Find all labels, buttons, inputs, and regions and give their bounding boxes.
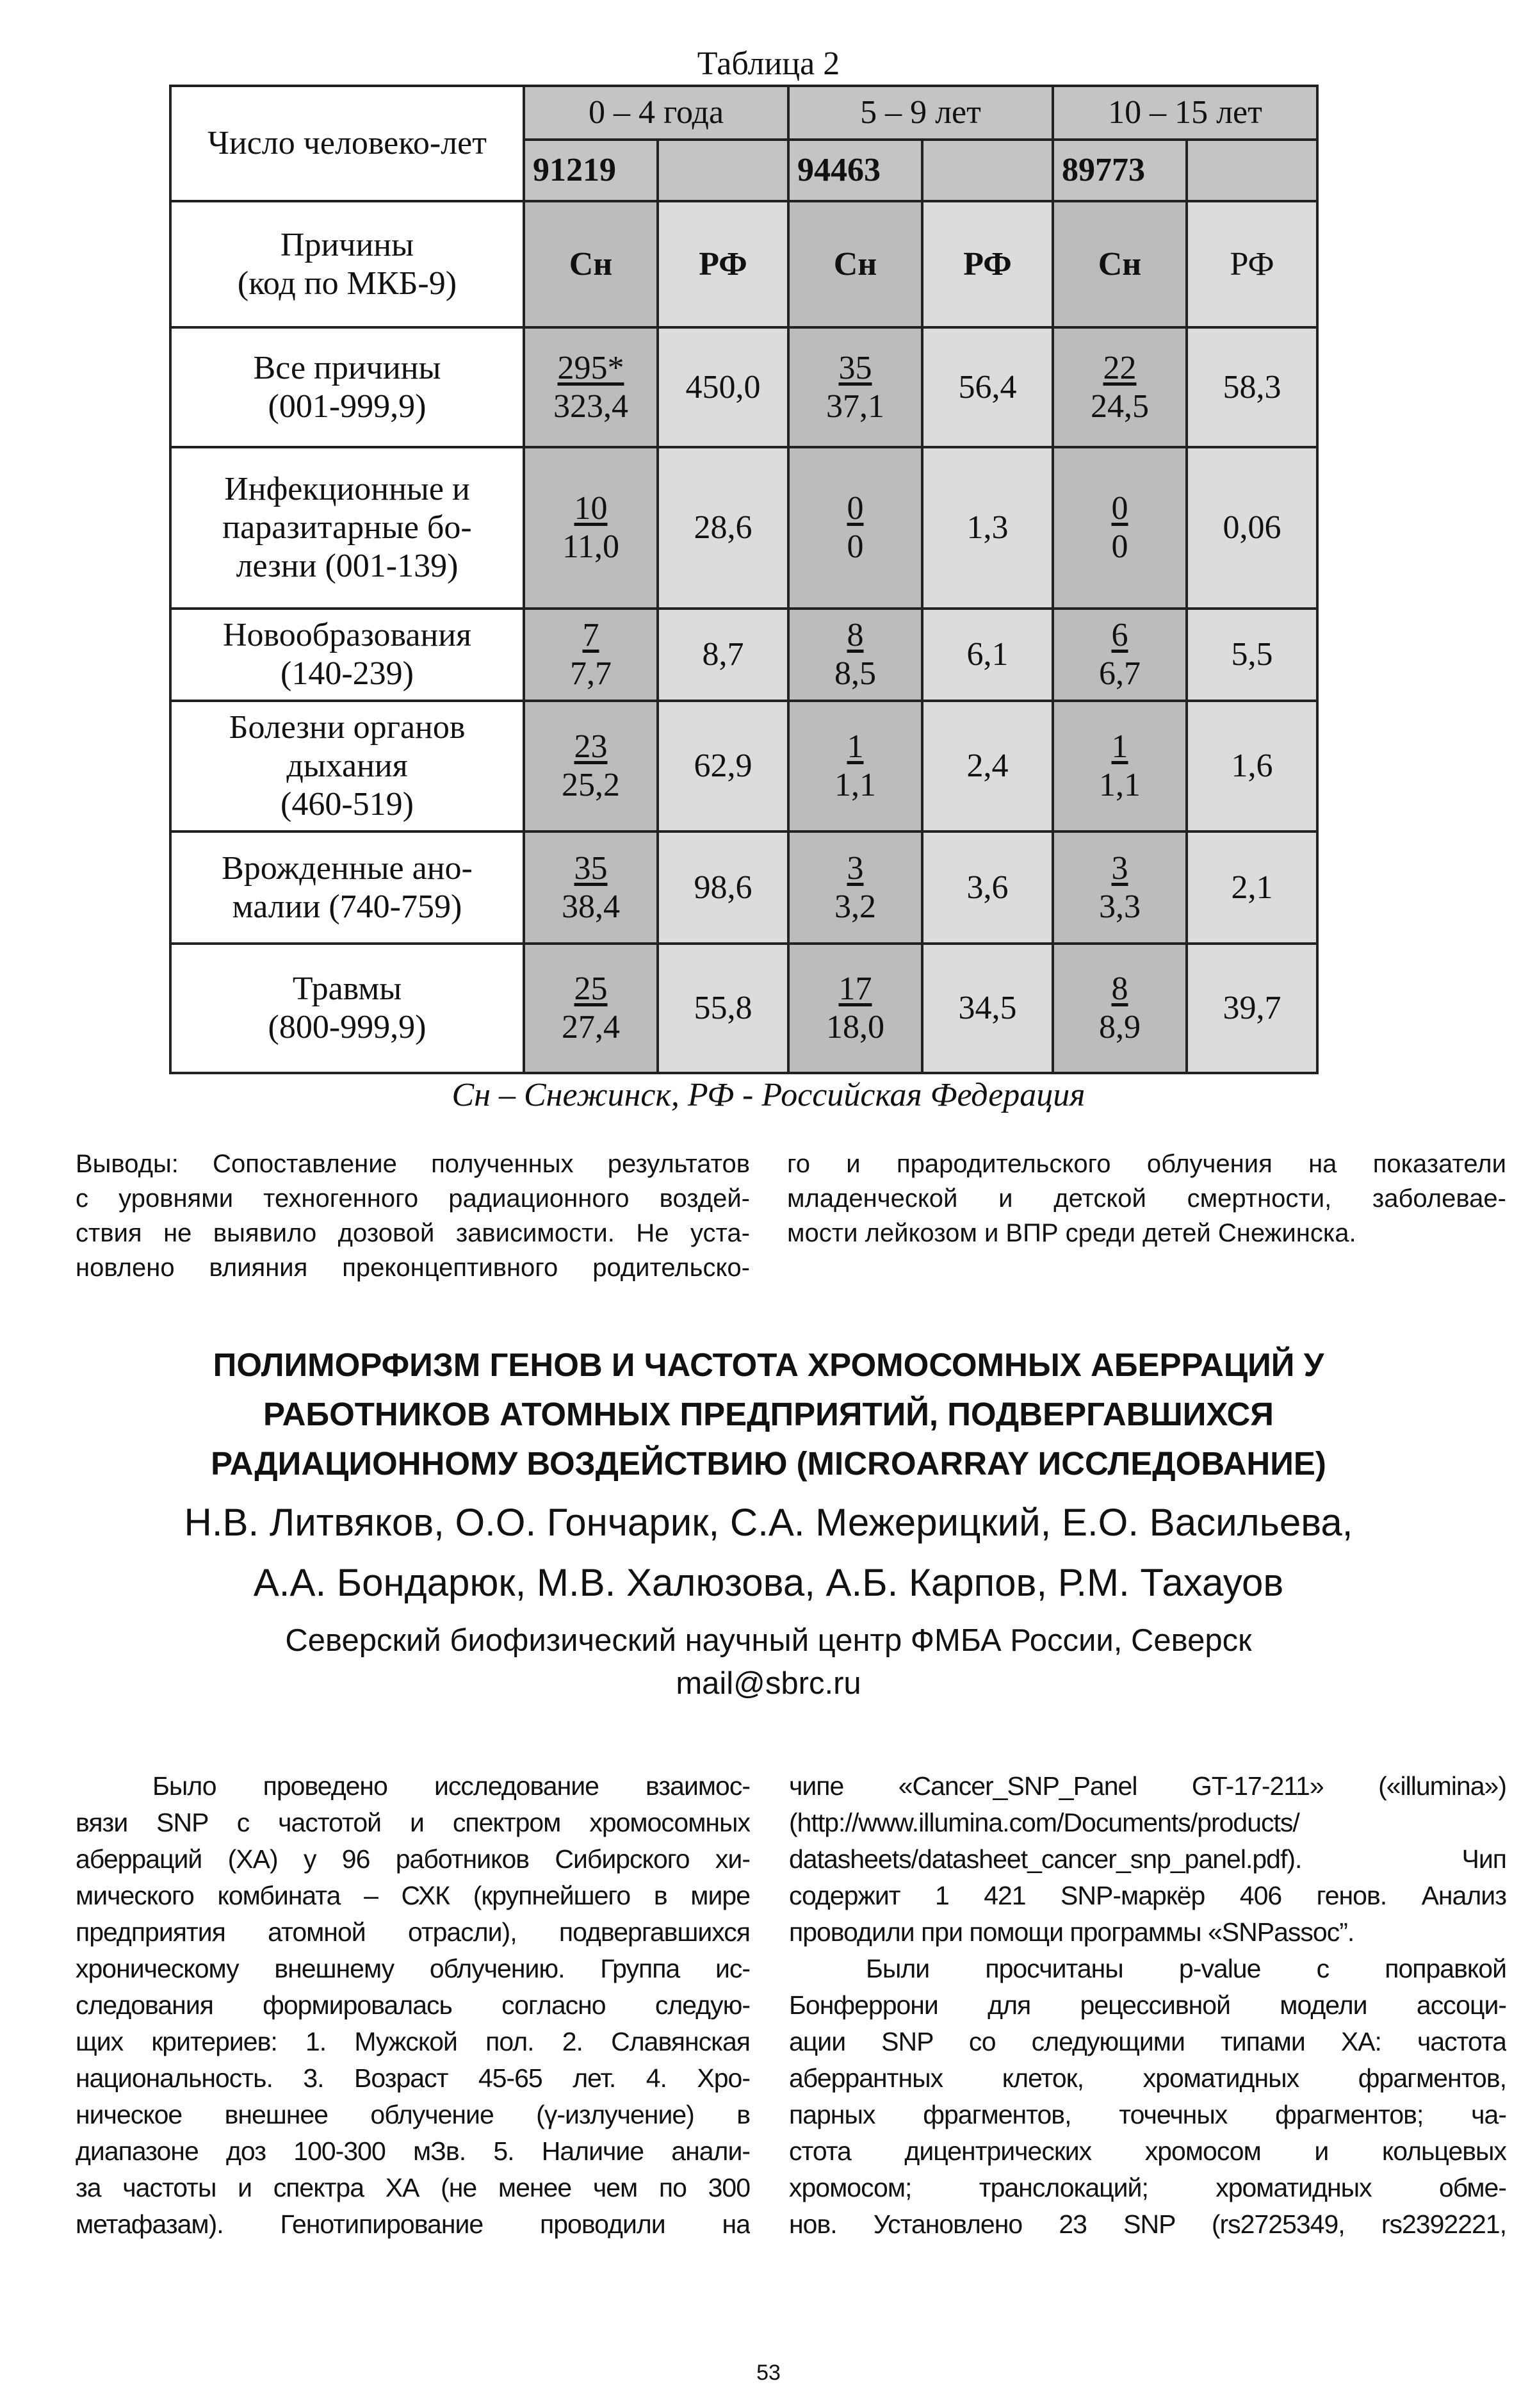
- row-label-line: Болезни органов: [229, 709, 466, 746]
- observed-value: 10: [574, 490, 608, 527]
- page-number: 53: [756, 2361, 781, 2385]
- observed-value: 295*: [557, 349, 624, 386]
- expected-value: 0: [847, 528, 864, 565]
- text-line: Были просчитаны p-value с поправкой: [866, 1954, 1506, 1983]
- text-line: метафазам). Генотипирование проводили на: [76, 2209, 750, 2239]
- col-header-rf: РФ: [922, 201, 1053, 327]
- russia-rate-cell: 39,7: [1187, 944, 1317, 1073]
- text-line: нов. Установлено 23 SNP (rs2725349, rs2392221,: [789, 2209, 1506, 2239]
- row-label: [170, 831, 524, 944]
- text-line: го и прародительского облучения на показатели: [787, 1150, 1506, 1178]
- text-line: стота дицентрических хромосом и кольцевых: [789, 2136, 1506, 2166]
- observed-value: 8: [1111, 971, 1128, 1008]
- russia-rate-cell: 1,3: [922, 447, 1053, 609]
- text-line: datasheets/datasheet_cancer_snp_panel.pdf). Чип: [789, 1844, 1506, 1874]
- russia-rate-cell: 28,6: [658, 447, 788, 609]
- text-line: парных фрагментов, точечных фрагментов; ча-: [789, 2100, 1506, 2129]
- body-right-column: [789, 1768, 1506, 2243]
- russia-rate-cell: 3,6: [922, 831, 1053, 944]
- article-authors: [0, 1493, 1537, 1613]
- affiliation-line: Северский биофизический научный центр ФМБА России, Северск: [285, 1623, 1252, 1658]
- empty-cell: [922, 140, 1053, 201]
- text-line: мости лейкозом и ВПР среди детей Снежинска.: [787, 1219, 1356, 1247]
- text-line: Было проведено исследование взаимос-: [152, 1771, 750, 1801]
- text-line: хроническому внешнему облучению. Группа ис-: [76, 1954, 750, 1983]
- expected-value: 24,5: [1091, 388, 1149, 425]
- text-line: национальность. 3. Возраст 45-65 лет. 4. Хро-: [76, 2063, 750, 2093]
- mortality-table: [169, 85, 1319, 1074]
- row-label-line: (800-999,9): [268, 1009, 427, 1045]
- russia-rate-cell: 1,6: [1187, 701, 1317, 831]
- col-header-rf: РФ: [658, 201, 788, 327]
- expected-value: 25,2: [562, 767, 620, 803]
- russia-rate-cell: 0,06: [1187, 447, 1317, 609]
- expected-value: 27,4: [562, 1009, 620, 1045]
- observed-value: 3: [847, 849, 864, 887]
- text-line: ствия не выявило дозовой зависимости. Не уста-: [76, 1219, 750, 1247]
- row-label: [170, 609, 524, 701]
- snezhinsk-cell: [788, 609, 922, 701]
- observed-value: 7: [582, 617, 599, 654]
- observed-value: 22: [1103, 349, 1137, 386]
- text-line: щих критериев: 1. Мужской пол. 2. Славянская: [76, 2027, 750, 2056]
- row-label-line: Травмы: [292, 971, 402, 1008]
- authors-line: А.А. Бондарюк, М.В. Халюзова, А.Б. Карпов, Р.М. Тахауов: [253, 1561, 1284, 1604]
- snezhinsk-cell: [1053, 327, 1187, 447]
- russia-rate-cell: 450,0: [658, 327, 788, 447]
- expected-value: 37,1: [826, 388, 884, 425]
- row-label-line: (460-519): [281, 785, 414, 823]
- snezhinsk-cell: [788, 327, 922, 447]
- snezhinsk-cell: [524, 831, 658, 944]
- row-label: [170, 447, 524, 609]
- text-line: проводили при помощи программы «SNPassoc”.: [789, 1917, 1354, 1947]
- expected-value: 8,9: [1099, 1009, 1141, 1045]
- snezhinsk-cell: [1053, 701, 1187, 831]
- text-line: следования формировалась согласно следую-: [76, 1990, 750, 2020]
- text-line: (http://www.illumina.com/Documents/products/: [789, 1808, 1299, 1837]
- col-header-sn: Сн: [788, 201, 922, 327]
- snezhinsk-cell: [524, 944, 658, 1073]
- table-row: [170, 944, 1317, 1073]
- person-years-value: 91219: [524, 140, 658, 201]
- snezhinsk-cell: [788, 701, 922, 831]
- causes-header-line: Причины: [280, 226, 414, 263]
- observed-value: 1: [1111, 728, 1128, 766]
- text-line: новлено влияния преконцептивного родительско-: [76, 1254, 750, 1282]
- causes-header-line: (код по МКБ-9): [237, 265, 457, 302]
- observed-value: 17: [838, 971, 872, 1008]
- conclusions: [0, 1147, 1537, 1294]
- observed-value: 8: [847, 617, 864, 654]
- email: mail@sbrc.ru: [676, 1666, 861, 1701]
- row-label-line: (140-239): [281, 655, 414, 692]
- table-row: [170, 701, 1317, 831]
- conclusions-right-column: [787, 1147, 1506, 1250]
- text-line: чипе «Cancer_SNP_Panel GT-17-211» («illumina»): [789, 1771, 1506, 1801]
- conclusions-left-column: [76, 1147, 750, 1285]
- person-years-value: 94463: [788, 140, 922, 201]
- text-line: за частоты и спектра ХА (не менее чем по 300: [76, 2173, 750, 2202]
- observed-value: 23: [574, 728, 608, 766]
- person-years-value: 89773: [1053, 140, 1187, 201]
- russia-rate-cell: 6,1: [922, 609, 1053, 701]
- person-years-label: Число человеко-лет: [170, 86, 524, 201]
- row-label-line: Инфекционные и: [224, 471, 470, 508]
- text-line: ации SNP со следующими типами ХА: частота: [789, 2027, 1506, 2056]
- table-row: [170, 327, 1317, 447]
- table-caption: Таблица 2: [697, 45, 840, 82]
- period-header: 5 – 9 лет: [788, 86, 1053, 140]
- russia-rate-cell: 55,8: [658, 944, 788, 1073]
- text-line: диапазоне доз 100-300 мЗв. 5. Наличие анали-: [76, 2136, 750, 2166]
- snezhinsk-cell: [788, 447, 922, 609]
- row-label: [170, 701, 524, 831]
- col-header-sn: Сн: [1053, 201, 1187, 327]
- text-line: Бонферрони для рецессивной модели ассоци-: [789, 1990, 1506, 2020]
- row-label-line: малии (740-759): [232, 888, 462, 925]
- expected-value: 6,7: [1099, 655, 1141, 692]
- authors-line: Н.В. Литвяков, О.О. Гончарик, С.А. Межерицкий, Е.О. Васильева,: [184, 1501, 1353, 1544]
- table-row: [170, 609, 1317, 701]
- snezhinsk-cell: [788, 944, 922, 1073]
- text-line: вязи SNP с частотой и спектром хромосомных: [76, 1808, 750, 1837]
- russia-rate-cell: 8,7: [658, 609, 788, 701]
- col-header-sn: Сн: [524, 201, 658, 327]
- text-line: предприятия атомной отрасли), подвергавшихся: [76, 1917, 750, 1947]
- observed-value: 3: [1111, 849, 1128, 887]
- observed-value: 25: [574, 971, 608, 1008]
- russia-rate-cell: 62,9: [658, 701, 788, 831]
- text-line: хромосом; транслокаций; хроматидных обме-: [789, 2173, 1506, 2202]
- row-label-line: Врожденные ано-: [222, 849, 473, 887]
- body-left-column: [76, 1768, 750, 2243]
- text-line: содержит 1 421 SNP-маркёр 406 генов. Анализ: [789, 1881, 1506, 1910]
- title-line: РАБОТНИКОВ АТОМНЫХ ПРЕДПРИЯТИЙ, ПОДВЕРГАВШИХСЯ: [263, 1396, 1274, 1432]
- col-header-rf: РФ: [1187, 201, 1317, 327]
- expected-value: 3,3: [1099, 888, 1141, 925]
- title-line: ПОЛИМОРФИЗМ ГЕНОВ И ЧАСТОТА ХРОМОСОМНЫХ АБЕРРАЦИЙ У: [213, 1347, 1324, 1383]
- russia-rate-cell: 98,6: [658, 831, 788, 944]
- text-line: Выводы: Сопоставление полученных результатов: [76, 1150, 750, 1178]
- column-header-row: [170, 201, 1317, 327]
- title-line: РАДИАЦИОННОМУ ВОЗДЕЙСТВИЮ (MICROARRAY ИССЛЕДОВАНИЕ): [211, 1445, 1326, 1482]
- snezhinsk-cell: [1053, 447, 1187, 609]
- expected-value: 0: [1111, 528, 1128, 565]
- empty-cell: [658, 140, 788, 201]
- russia-rate-cell: 2,4: [922, 701, 1053, 831]
- row-label-line: паразитарные бо-: [222, 509, 472, 546]
- expected-value: 1,1: [834, 767, 876, 803]
- snezhinsk-cell: [524, 447, 658, 609]
- row-label-line: Новообразования: [222, 617, 472, 654]
- text-line: мического комбината – СХК (крупнейшего в мире: [76, 1881, 750, 1910]
- period-header: 10 – 15 лет: [1053, 86, 1317, 140]
- article-affiliation: [0, 1619, 1537, 1705]
- snezhinsk-cell: [524, 609, 658, 701]
- expected-value: 18,0: [826, 1009, 884, 1045]
- article-title: [0, 1340, 1537, 1488]
- text-line: ническое внешнее облучение (γ-излучение) в: [76, 2100, 750, 2129]
- table-legend: Сн – Снежинск, РФ - Российская Федерация: [451, 1077, 1086, 1113]
- row-label-line: лезни (001-139): [236, 547, 459, 584]
- row-label: [170, 327, 524, 447]
- expected-value: 323,4: [553, 388, 628, 425]
- observed-value: 1: [847, 728, 864, 766]
- snezhinsk-cell: [1053, 831, 1187, 944]
- period-header: 0 – 4 года: [524, 86, 788, 140]
- text-line: аберраций (ХА) у 96 работников Сибирского хи-: [76, 1844, 750, 1874]
- table-row: [170, 831, 1317, 944]
- russia-rate-cell: 34,5: [922, 944, 1053, 1073]
- snezhinsk-cell: [524, 701, 658, 831]
- row-label-line: дыхания: [286, 748, 408, 785]
- observed-value: 35: [838, 349, 872, 386]
- causes-header: [170, 201, 524, 327]
- row-label-line: Все причины: [253, 349, 441, 386]
- observed-value: 0: [1111, 490, 1128, 527]
- expected-value: 38,4: [562, 888, 620, 925]
- header-row-periods: [170, 86, 1317, 140]
- table-row: [170, 447, 1317, 609]
- row-label: [170, 944, 524, 1073]
- observed-value: 6: [1111, 617, 1128, 654]
- snezhinsk-cell: [524, 327, 658, 447]
- text-line: аберрантных клеток, хроматидных фрагментов,: [789, 2063, 1506, 2093]
- row-label-line: (001-999,9): [268, 388, 427, 425]
- observed-value: 35: [574, 849, 608, 887]
- russia-rate-cell: 5,5: [1187, 609, 1317, 701]
- text-line: с уровнями техногенного радиационного воздей-: [76, 1184, 750, 1213]
- snezhinsk-cell: [1053, 609, 1187, 701]
- text-line: младенческой и детской смертности, заболевае-: [787, 1184, 1506, 1213]
- russia-rate-cell: 58,3: [1187, 327, 1317, 447]
- russia-rate-cell: 56,4: [922, 327, 1053, 447]
- expected-value: 11,0: [562, 528, 620, 565]
- snezhinsk-cell: [1053, 944, 1187, 1073]
- snezhinsk-cell: [788, 831, 922, 944]
- expected-value: 8,5: [834, 655, 876, 692]
- expected-value: 7,7: [570, 655, 612, 692]
- russia-rate-cell: 2,1: [1187, 831, 1317, 944]
- empty-cell: [1187, 140, 1317, 201]
- article-body: [0, 1768, 1537, 2255]
- expected-value: 3,2: [834, 888, 876, 925]
- expected-value: 1,1: [1099, 767, 1141, 803]
- observed-value: 0: [847, 490, 864, 527]
